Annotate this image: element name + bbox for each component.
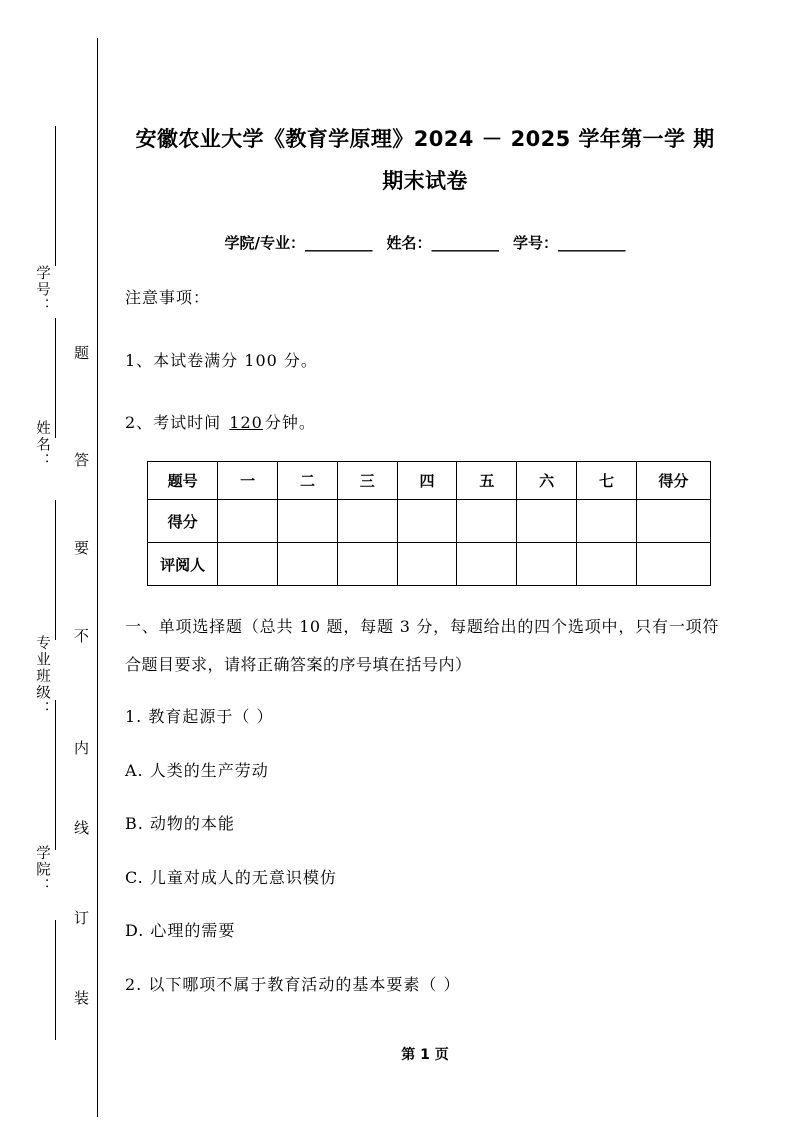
section-heading-multiple-choice: 一、单项选择题（总共 10 题，每题 3 分，每题给出的四个选项中，只有一项符合题目要求，请将正确答案的序号填在括号内） bbox=[125, 617, 719, 674]
question-2-stem: 2. 以下哪项不属于教育活动的基本要素（ ） bbox=[125, 975, 461, 994]
reviewer-cell[interactable] bbox=[218, 543, 278, 586]
score-table bbox=[147, 461, 711, 586]
notice-item-1: 1、本试卷满分 100 分。 bbox=[125, 351, 318, 370]
seal-char-zhuang: 装 bbox=[72, 990, 90, 1005]
student-id-label: 学号： bbox=[512, 234, 558, 252]
score-cell[interactable] bbox=[577, 500, 637, 543]
seal-label-name: 姓名： bbox=[34, 420, 50, 470]
table-row-header bbox=[148, 462, 711, 500]
score-table-header-cell: 四 bbox=[397, 462, 457, 500]
reviewer-cell[interactable] bbox=[457, 543, 517, 586]
question-1-option-d[interactable]: D. 心理的需要 bbox=[125, 921, 236, 940]
college-major-blank[interactable]: _________ bbox=[304, 234, 373, 252]
reviewer-cell[interactable] bbox=[278, 543, 338, 586]
question-1-stem: 1. 教育起源于（ ） bbox=[125, 707, 274, 726]
score-table-header-cell: 六 bbox=[517, 462, 577, 500]
question-1-option-a[interactable]: A. 人类的生产劳动 bbox=[125, 761, 269, 780]
seal-char-yao: 要 bbox=[72, 540, 90, 555]
score-table-header-cell: 题号 bbox=[148, 462, 218, 500]
name-blank[interactable]: _________ bbox=[431, 234, 499, 252]
notice-item-2 bbox=[125, 410, 316, 433]
seal-rule-segment bbox=[55, 318, 56, 438]
page-title-line2: 期期末试卷 bbox=[382, 127, 715, 193]
question-1-option-c[interactable]: C. 儿童对成人的无意识模仿 bbox=[125, 868, 337, 887]
seal-char-da: 答 bbox=[72, 452, 90, 467]
score-table-header-cell: 一 bbox=[218, 462, 278, 500]
page-title bbox=[125, 118, 725, 202]
binding-seal-column bbox=[0, 0, 100, 1122]
page-footer: 第 1 页 bbox=[401, 1047, 449, 1063]
question-1-option-b[interactable]: B. 动物的本能 bbox=[125, 814, 235, 833]
student-id-blank[interactable]: _________ bbox=[558, 234, 626, 252]
seal-rule-segment bbox=[55, 920, 56, 1040]
seal-char-ding: 订 bbox=[72, 910, 90, 925]
score-table-header-cell: 二 bbox=[278, 462, 338, 500]
score-cell[interactable] bbox=[337, 500, 397, 543]
notice-heading: 注意事项： bbox=[125, 288, 211, 307]
page-title-line1: 安徽农业大学《教育学原理》2024 － 2025 学年第一学 bbox=[135, 127, 686, 151]
seal-main-rule bbox=[97, 38, 98, 1117]
seal-char-nei: 内 bbox=[72, 740, 90, 755]
score-cell[interactable] bbox=[278, 500, 338, 543]
seal-label-student-id: 学号： bbox=[34, 265, 50, 315]
score-table-header-cell: 三 bbox=[337, 462, 397, 500]
reviewer-cell[interactable] bbox=[577, 543, 637, 586]
reviewer-cell[interactable] bbox=[337, 543, 397, 586]
seal-rule-segment bbox=[55, 126, 56, 266]
score-cell-total[interactable] bbox=[636, 500, 710, 543]
score-cell[interactable] bbox=[218, 500, 278, 543]
score-cell[interactable] bbox=[397, 500, 457, 543]
notice-item-2-pre: 2、考试时间 bbox=[125, 413, 222, 432]
score-table-header-cell: 五 bbox=[457, 462, 517, 500]
reviewer-cell-total[interactable] bbox=[636, 543, 710, 586]
seal-char-xian: 线 bbox=[72, 820, 90, 835]
seal-char-ti: 题 bbox=[72, 345, 90, 360]
exam-duration-value: 120 bbox=[229, 413, 263, 432]
reviewer-cell[interactable] bbox=[517, 543, 577, 586]
reviewer-row-label: 评阅人 bbox=[148, 543, 218, 586]
seal-rule-segment bbox=[55, 700, 56, 850]
table-row bbox=[148, 543, 711, 586]
college-major-label: 学院/专业： bbox=[224, 234, 305, 252]
table-row bbox=[148, 500, 711, 543]
seal-rule-segment bbox=[55, 500, 56, 640]
name-label: 姓名： bbox=[386, 234, 432, 252]
score-cell[interactable] bbox=[517, 500, 577, 543]
score-row-label: 得分 bbox=[148, 500, 218, 543]
identity-line bbox=[125, 232, 725, 253]
seal-label-class: 专业班级： bbox=[34, 635, 50, 718]
notice-item-2-post: 分钟。 bbox=[264, 413, 316, 432]
seal-label-college: 学院： bbox=[34, 845, 50, 895]
score-table-header-cell: 七 bbox=[577, 462, 637, 500]
score-cell[interactable] bbox=[457, 500, 517, 543]
seal-char-bu: 不 bbox=[72, 628, 90, 643]
reviewer-cell[interactable] bbox=[397, 543, 457, 586]
score-table-header-cell: 得分 bbox=[636, 462, 710, 500]
